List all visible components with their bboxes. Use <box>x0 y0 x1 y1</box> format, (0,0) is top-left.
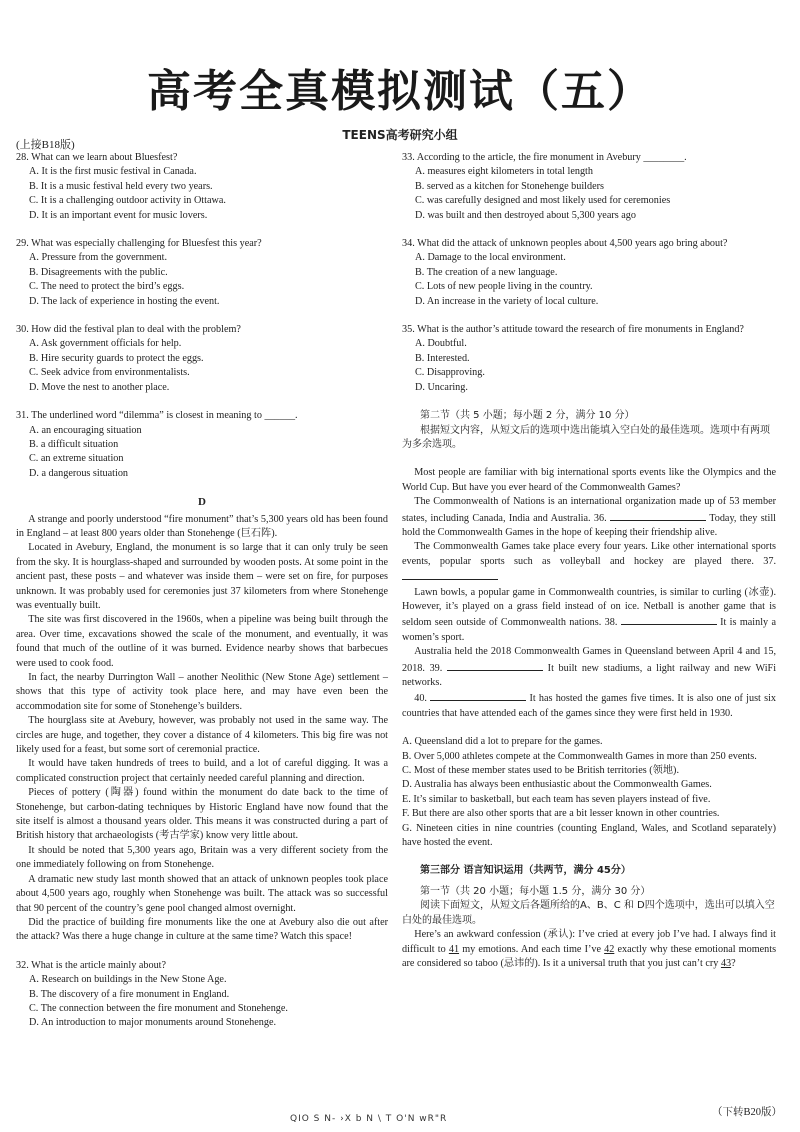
paragraph-text: The Commonwealth Games take place every four years. Like other international sports events, popular sports such as volleyball and hockey are played there. 37. <box>402 541 776 567</box>
byline: TEENS高考研究小组 <box>342 128 458 142</box>
option: D. The lack of experience in hosting the event. <box>29 295 220 307</box>
option: B. Disagreements with the public. <box>29 266 168 278</box>
paragraph: The hourglass site at Avebury, however, was probably not used in the same way. The circles are huge, and together, they cover a distance of 4 kilometers. This big fire was not likely used for a feast, but some sort of ceremonial practice. <box>16 715 388 756</box>
answer-blank <box>430 690 526 701</box>
paragraph <box>402 586 776 646</box>
part-heading: 第三部分 语言知识运用（共两节，满分 45分） <box>420 865 631 877</box>
section-instruction: 阅读下面短文，从短文后各题所给的A、B、C 和 D四个选项中，选出可以填入空白处的最佳选项。 <box>402 900 775 926</box>
question-stem: 31. The underlined word “dilemma” is closest in meaning to ______. <box>16 410 298 422</box>
paragraph-text: It has hosted the games five times. It is also one of just six countries that have attended each of the games since they were first held in 1930. <box>402 693 777 719</box>
option: B. The discovery of a fire monument in England. <box>29 988 230 1000</box>
option: A. an encouraging situation <box>29 424 142 436</box>
paragraph: A dramatic new study last month showed that an attack of unknown peoples took place about 4,500 years ago, roughly when Stonehenge was built. The attack was so successful that 90 percent of the country’s gene pool changed almost overnight. <box>16 873 388 914</box>
option: D. An increase in the variety of local culture. <box>415 295 599 307</box>
paragraph-text: Australia held the 2018 Commonwealth Games in Queensland between April 4 and 15, 2018. 39. <box>402 646 776 674</box>
paragraph-text: ? <box>731 957 736 969</box>
option: D. An introduction to major monuments around Stonehenge. <box>29 1017 277 1029</box>
passage-seven-choose-five <box>402 466 776 721</box>
paragraph: Most people are familiar with big international sports events like the Olympics and the World Cup. But have you ever heard of the Commonwealth Games? <box>402 467 776 493</box>
option: C. Seek advice from environmentalists. <box>29 367 190 379</box>
option: A. Pressure from the government. <box>29 252 168 264</box>
paragraph <box>402 645 776 690</box>
question-stem: 34. What did the attack of unknown peoples about 4,500 years ago bring about? <box>402 238 728 250</box>
paragraph-text: Here’s an awkward confession (承认): I’ve cried at every job I’ve had. I always find it difficult to <box>402 929 776 955</box>
option: C. Most of these member states used to be British territories (领地). <box>402 765 679 777</box>
paragraph-text: It built new stadiums, a light railway and new WiFi networks. <box>402 662 777 688</box>
seven-choose-five-options <box>402 735 776 850</box>
paragraph-text: The Commonwealth of Nations is an international organization made up of 53 member states, including Canada, India and Australia. 36. <box>402 496 776 524</box>
section-heading: 第一节（共 20 小题；每小题 1.5 分，满分 30 分） <box>420 885 651 897</box>
question-stem: 33. According to the article, the fire monument in Avebury ________. <box>402 152 687 163</box>
paragraph <box>402 495 776 540</box>
option: D. Move the nest to another place. <box>29 381 170 393</box>
question-stem: 35. What is the author’s attitude toward the research of fire monuments in England? <box>402 324 744 336</box>
paragraph: The site was first discovered in the 1960s, when a pipeline was being built through the area. Over time, excavations showed the scale of the monument, and eventually, it was found that much of the outline of it was burned. Evidence nearby shows that barbecues were used to cook food. <box>16 614 388 669</box>
paragraph-text: Lawn bowls, a popular game in Commonwealth countries, is similar to curling (冰壶). However, it’s played on a grass field instead of on ice. Netball is another game that is seldom seen outside of Commonwealth nations. 38. <box>402 586 776 629</box>
section-2 <box>402 409 776 452</box>
option: C. The connection between the fire monument and Stonehenge. <box>29 1002 288 1014</box>
answer-blank <box>621 614 717 625</box>
paragraph: Pieces of pottery (陶器) found within the monument do date back to the time of Stonehenge, but carbon-dating techniques by Historic England have now found that the site itself is almost a thousand years older. This means it was constructed during a part of British history that archaeologists (考古学家) know very little about. <box>16 787 388 842</box>
answer-blank <box>402 569 498 580</box>
option: B. Interested. <box>415 352 470 364</box>
blank-41: 41 <box>448 943 460 955</box>
paragraph-text: It is mainly a women’s sport. <box>402 617 776 643</box>
paragraph-text: Today, they still hold the Commonwealth Games in the hope of keeping their friendship alive. <box>402 512 776 538</box>
paragraph: A strange and poorly understood “fire monument” that’s 5,300 years old has been found in England – at least 800 years older than Stonehenge (巨石阵). <box>16 513 388 539</box>
question-28 <box>16 151 388 223</box>
option: D. was built and then destroyed about 5,300 years ago <box>415 209 636 221</box>
question-35 <box>402 323 776 395</box>
paragraph-text: my emotions. And each time I’ve <box>462 943 601 955</box>
answer-blank <box>610 510 706 521</box>
section-heading: 第二节（共 5 小题；每小题 2 分，满分 10 分） <box>420 410 635 422</box>
option: A. Doubtful. <box>415 338 467 350</box>
option: B. Over 5,000 athletes compete at the Commonwealth Games in more than 250 events. <box>402 750 757 762</box>
blank-42: 42 <box>604 943 615 955</box>
option: D. Uncaring. <box>415 381 468 393</box>
continued-note: （下转B20版） <box>712 1107 783 1118</box>
option: C. Disapproving. <box>415 367 485 379</box>
paragraph-text: exactly why these emotional moments are considered so taboo (忌讳的). Is it a universal truth that you just can’t cry <box>402 943 777 969</box>
option: D. Australia has always been enthusiastic about the Commonwealth Games. <box>402 779 712 791</box>
option: C. Lots of new people living in the country. <box>415 281 593 293</box>
option: C. was carefully designed and most likely used for ceremonies <box>415 195 671 207</box>
option: A. Queensland did a lot to prepare for the games. <box>402 736 603 748</box>
paragraph-text: 40. <box>414 693 427 705</box>
page-title: 高考全真模拟测试（五） <box>147 66 653 117</box>
blank-43: 43 <box>720 957 732 969</box>
option: E. It’s similar to basketball, but each team has seven players instead of five. <box>402 793 711 805</box>
option: D. It is an important event for music lovers. <box>29 209 208 221</box>
option: A. measures eight kilometers in total length <box>415 166 593 178</box>
option: B. a difficult situation <box>29 438 119 450</box>
paragraph: Did the practice of building fire monuments like the one at Avebury also die out after the attack? Was there a huge change in culture at the same time? Watch this space! <box>16 916 388 943</box>
option: C. The need to protect the bird’s eggs. <box>29 281 185 293</box>
paragraph <box>402 928 776 971</box>
paragraph: Located in Avebury, England, the monument is so large that it can only truly be seen from the sky. It is hourglass-shaped and surrounded by wooden posts. At some point in the ancient past, these posts – and whatever was inside them – were set on fire, for purposes unknown. It was probably used for ceremonies just 37 kilometers from where Stonehenge was eventually built. <box>16 542 388 611</box>
question-31 <box>16 409 388 481</box>
answer-blank <box>447 660 543 671</box>
edition-note: (上接B18版) <box>16 139 75 151</box>
section-instruction: 根据短文内容，从短文后的选项中选出能填入空白处的最佳选项。选项中有两项为多余选项。 <box>402 424 770 450</box>
option: F. But there are also other sports that are a bit lesser known in other countries. <box>402 808 720 820</box>
question-32 <box>16 959 388 1031</box>
question-34 <box>402 237 776 309</box>
option: B. Hire security guards to protect the eggs. <box>29 352 204 364</box>
question-stem: 28. What can we learn about Bluesfest? <box>16 152 178 163</box>
option: A. Research on buildings in the New Stone Age. <box>29 974 227 986</box>
question-30 <box>16 323 388 395</box>
option: B. It is a music festival held every two years. <box>29 180 213 192</box>
question-29 <box>16 237 388 309</box>
option: B. served as a kitchen for Stonehenge builders <box>415 180 604 192</box>
option: A. It is the first music festival in Canada. <box>29 166 197 178</box>
paragraph: It would have taken hundreds of trees to build, and a lot of careful digging. It was a complicated construction project that certainly needed careful planning and direction. <box>16 758 388 784</box>
right-column <box>402 151 776 971</box>
left-column <box>16 151 388 1045</box>
option: C. an extreme situation <box>29 453 124 465</box>
option: D. a dangerous situation <box>29 467 129 479</box>
paragraph: In fact, the nearby Durrington Wall – another Neolithic (New Stone Age) settlement – shows that this type of activity took place here, and may have even been the accommodation site for some of Stonehenge’s builders. <box>16 672 388 712</box>
question-stem: 32. What is the article mainly about? <box>16 959 167 971</box>
paragraph <box>402 540 776 585</box>
option: A. Ask government officials for help. <box>29 338 182 350</box>
option: C. It is a challenging outdoor activity in Ottawa. <box>29 195 226 207</box>
option: G. Nineteen cities in nine countries (counting England, Wales, and Scotland separately) have hosted the event. <box>402 822 776 849</box>
part-3 <box>402 864 776 971</box>
question-33 <box>402 151 776 223</box>
question-stem: 29. What was especially challenging for Bluesfest this year? <box>16 238 262 250</box>
option: B. The creation of a new language. <box>415 266 558 278</box>
question-stem: 30. How did the festival plan to deal with the problem? <box>16 324 241 336</box>
footer-code: QIO S N- ›X b N \ T O'N wR"R <box>290 1114 448 1124</box>
paragraph: It should be noted that 5,300 years ago, Britain was a very different society from the one immediately following on from Stonehenge. <box>16 844 388 871</box>
option: A. Damage to the local environment. <box>415 252 566 264</box>
paragraph <box>402 690 776 721</box>
passage-d <box>16 495 388 945</box>
passage-letter: D <box>198 496 206 509</box>
